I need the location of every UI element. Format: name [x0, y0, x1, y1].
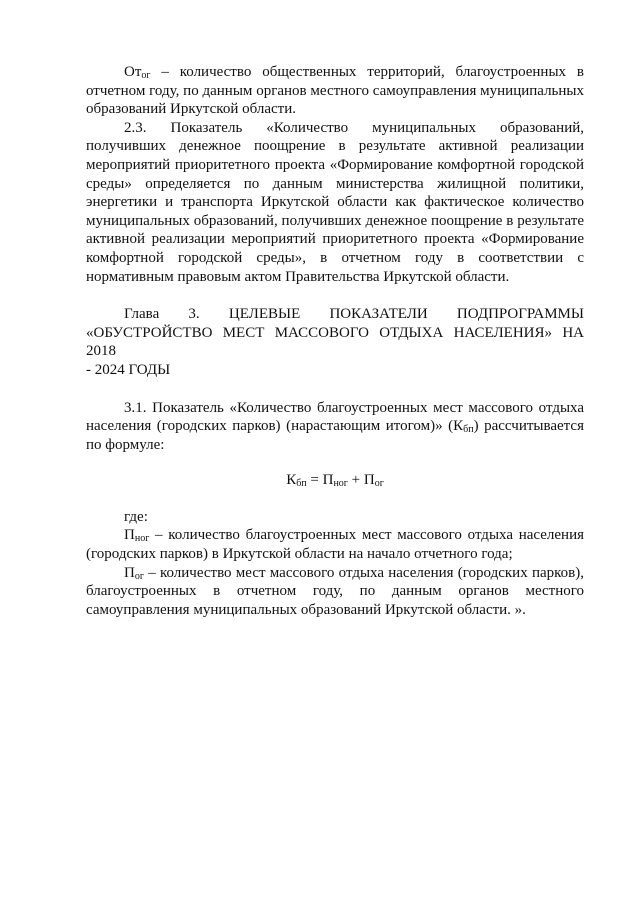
clause-3-1-text: 3.1. Показатель «Количество благоустроенных мест массового отдыха населения (городских парков) (нарастающим итогом)» (К: [86, 399, 584, 435]
definition-text: – количество мест массового отдыха населения (городских парков), благоустроенных в отчетном году, по данным органов местного самоуправления муниципальных образований Иркутской области. ».: [86, 564, 584, 618]
formula-pnog-sub: ног: [333, 478, 348, 490]
formula-k-sub: бп: [296, 478, 307, 490]
definition-pog: [86, 564, 584, 620]
heading-word: ПОКАЗАТЕЛИ: [329, 306, 428, 323]
chapter-heading: [86, 305, 584, 379]
formula-k: К: [286, 472, 297, 489]
clause-number: 2.3.: [124, 119, 147, 136]
heading-word: ПОДПРОГРАММЫ: [456, 306, 584, 323]
heading-line-2: «ОБУСТРОЙСТВО МЕСТ МАССОВОГО ОТДЫХА НАСЕЛЕНИЯ» НА 2018: [86, 324, 584, 360]
heading-word: Глава: [124, 306, 160, 323]
symbol-p: П: [124, 527, 135, 544]
formula-pog-sub: ог: [374, 478, 384, 490]
paragraph-2-3: [86, 119, 584, 286]
definition-pnog: [86, 526, 584, 563]
kbp-subscript: бп: [463, 424, 474, 436]
definition-text: – количество благоустроенных мест массового отдыха населения (городских парков) в Иркутской области на начало отчетного года;: [86, 527, 584, 563]
heading-line-1: [86, 305, 584, 324]
clause-3-1-text-end: ) рассчитывается по формуле:: [86, 418, 584, 453]
heading-word: 3.: [188, 306, 200, 323]
where-label: где:: [124, 508, 148, 525]
heading-line-3: - 2024 ГОДЫ: [86, 361, 171, 378]
clause-text: Показатель «Количество муниципальных образований, получивших денежное поощрение в результате активной реализации мероприятий приоритетного проекта «Формирование комфортной городской среды» определяется по данным министерства жилищной политики, энергетики и транспорта Иркутской области как фактическое количество муниципальных образований, получивших денежное поощрение в результате активной реализации мероприятий приоритетного проекта «Формирование комфортной городской среды», в отчетном году в соответствии с нормативным правовым актом Правительства Иркутской области.: [86, 119, 584, 285]
symbol-ot: От: [124, 64, 142, 80]
formula-eq: = П: [306, 472, 334, 489]
heading-word: ЦЕЛЕВЫЕ: [228, 306, 301, 323]
formula-plus: + П: [347, 472, 375, 489]
document-body: [86, 63, 584, 619]
formula: [86, 471, 584, 490]
paragraph-3-1: [86, 399, 584, 455]
symbol-p-subscript: ног: [134, 533, 150, 545]
symbol-ot-subscript: ог: [141, 70, 151, 81]
symbol-p: П: [124, 564, 135, 581]
ot-definition-text: – количество общественных территорий, благоустроенных в отчетном году, по данным органов местного самоуправления муниципальных образований Иркутской области.: [86, 64, 584, 118]
paragraph-ot-definition: [86, 63, 584, 119]
symbol-p-subscript: ог: [134, 570, 144, 582]
